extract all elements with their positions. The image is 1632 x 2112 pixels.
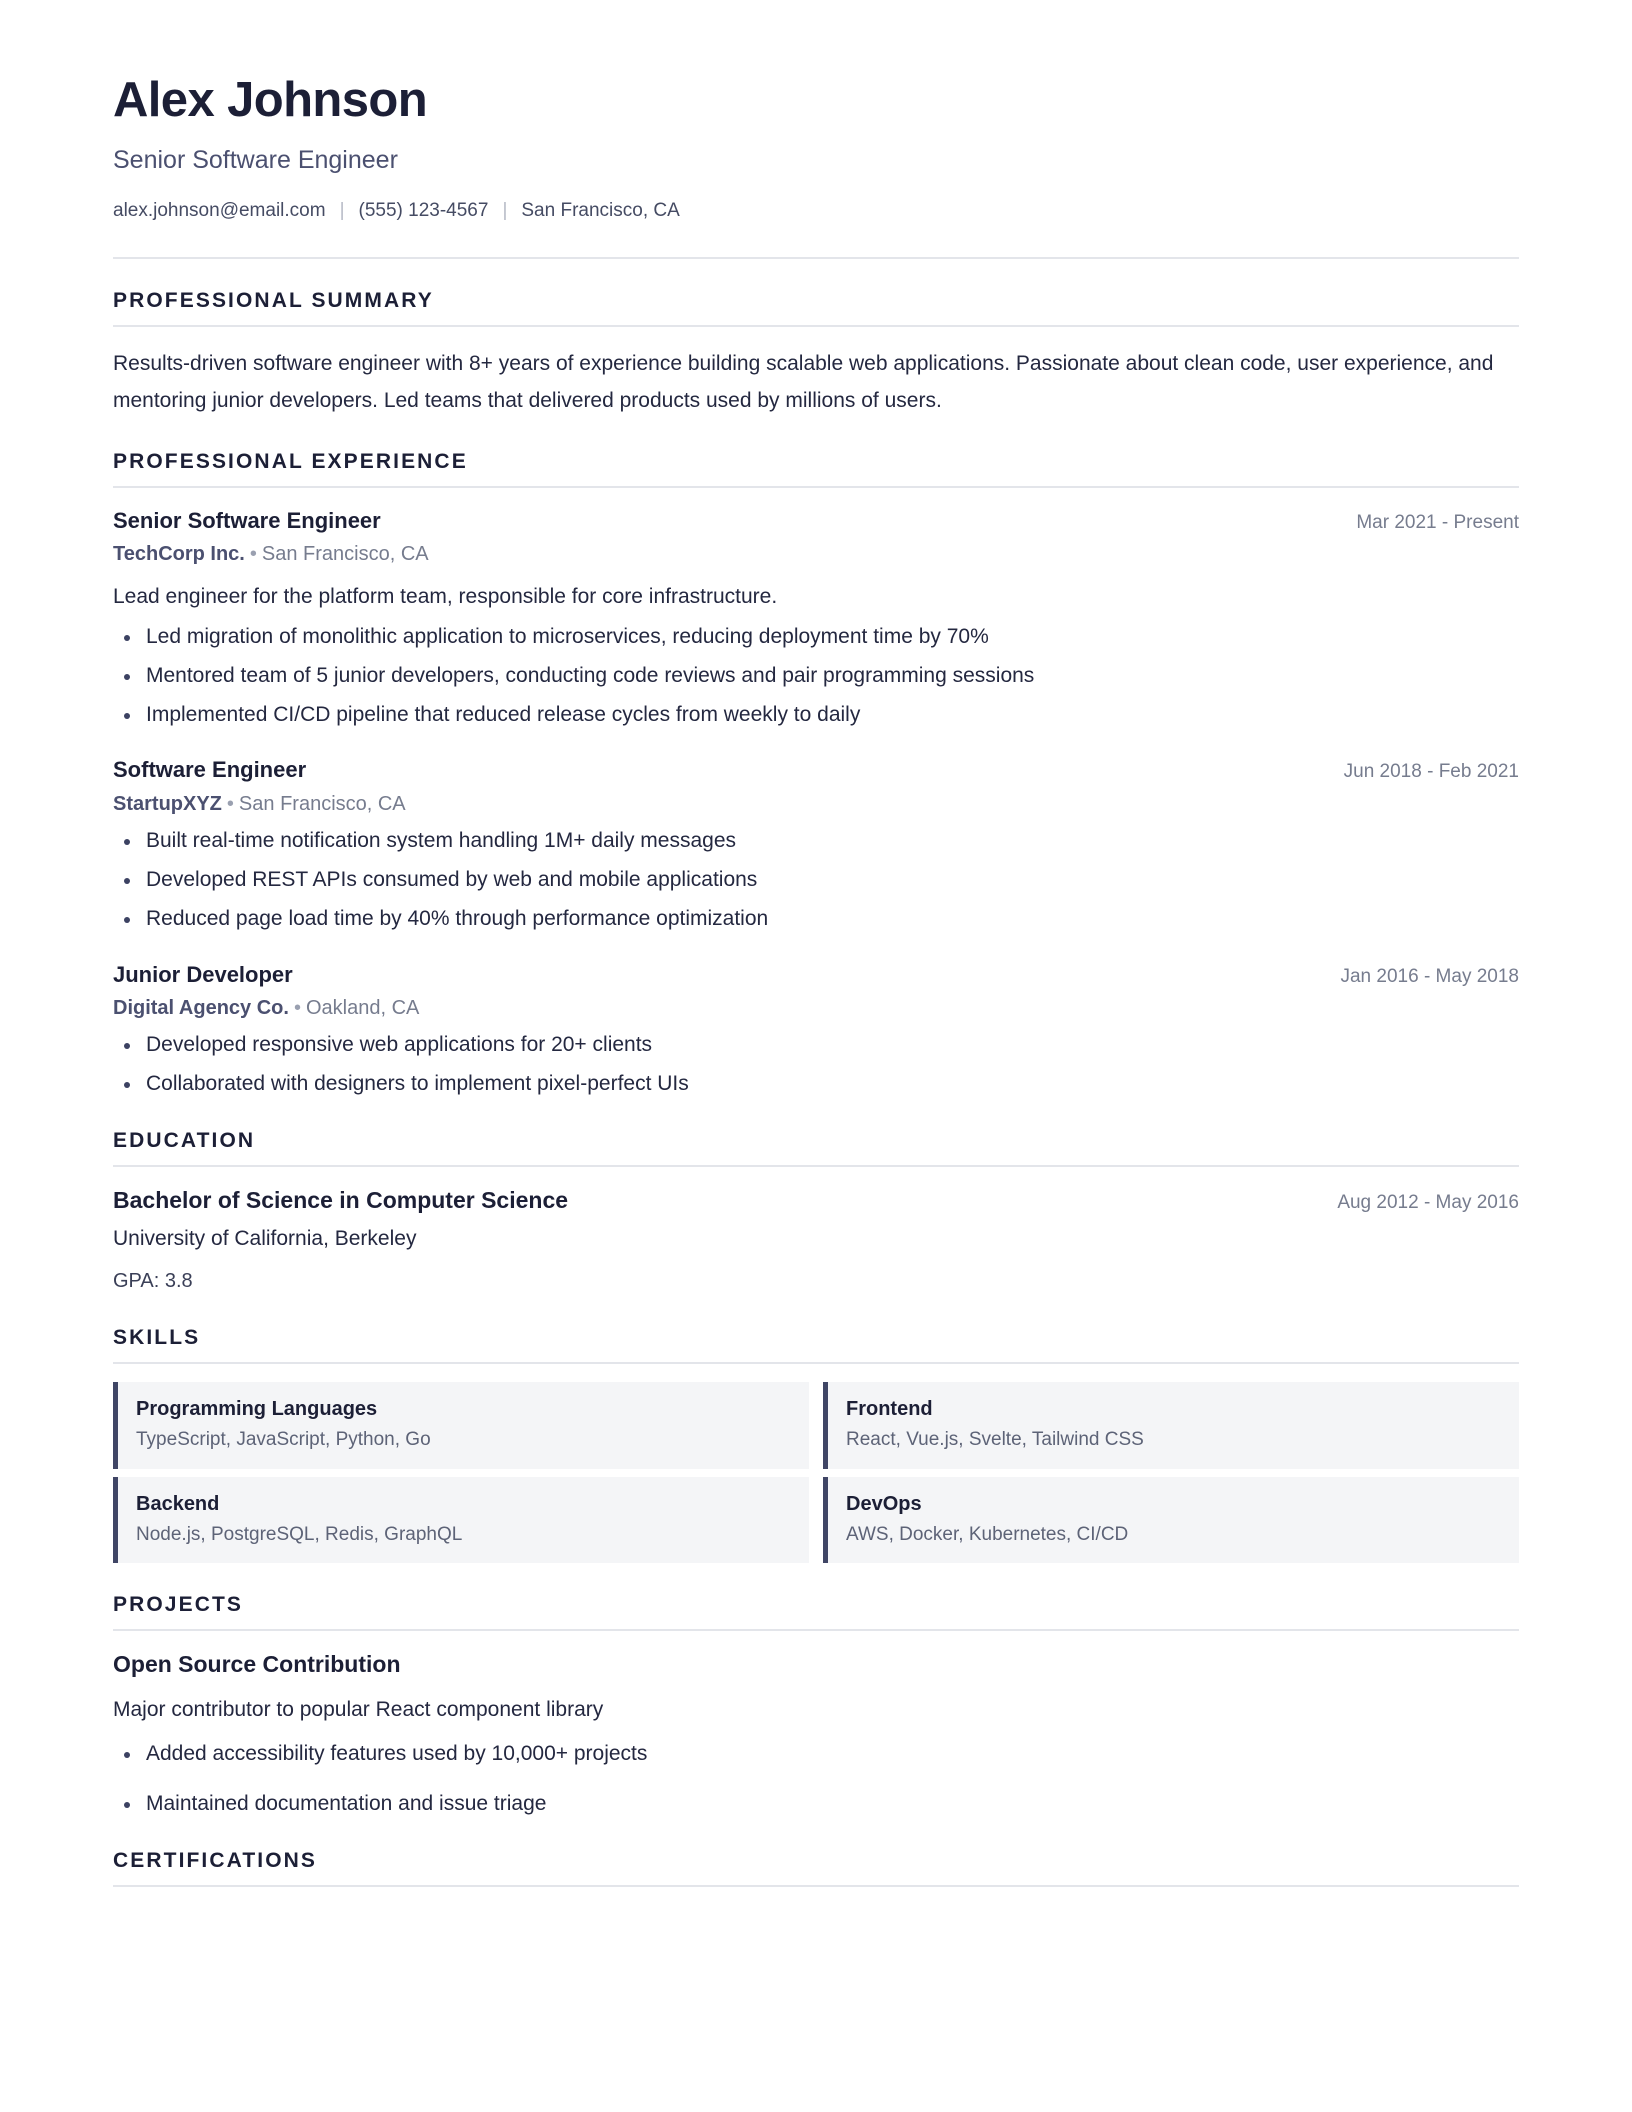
education-entry [113,1185,1519,1297]
section-title-certifications: CERTIFICATIONS [113,1849,1519,1887]
job-bullet: Reduced page load time by 40% through performance optimization [113,904,1519,934]
job-dates: Mar 2021 - Present [1356,511,1519,533]
section-title-education: EDUCATION [113,1129,1519,1167]
job-dates: Jan 2016 - May 2018 [1340,965,1519,987]
job-location: Oakland, CA [305,997,420,1020]
job-bullet: Led migration of monolithic application to microservices, reducing deployment time by 70% [113,622,1519,652]
skill-items: AWS, Docker, Kubernetes, CI/CD [846,1523,1129,1545]
contact-phone[interactable]: (555) 123-4567 [358,200,489,222]
experience-entry-header [113,755,1519,785]
job-title: Senior Software Engineer [113,507,381,533]
project-entry [113,1649,1519,1818]
education-gpa: GPA: 3.8 [113,1270,193,1293]
bullet-dot-icon: • [226,793,234,816]
section-skills [113,1326,1519,1563]
skill-category: Programming Languages [136,1398,378,1421]
experience-entry [113,755,1519,933]
job-title: Software Engineer [113,757,307,783]
contact-location: San Francisco, CA [521,200,680,222]
job-bullet: Implemented CI/CD pipeline that reduced release cycles from weekly to daily [113,700,1519,730]
job-meta [113,789,1519,820]
contact-separator-icon: | [502,200,508,222]
section-title-experience: PROFESSIONAL EXPERIENCE [113,450,1519,488]
resume-header [113,72,1519,225]
job-company: Digital Agency Co. [113,997,289,1020]
job-bullet-list [113,826,1519,933]
job-title: Junior Developer [113,961,293,987]
skills-grid [113,1382,1519,1563]
contact-email[interactable]: alex.johnson@email.com [113,200,326,222]
section-title-summary: PROFESSIONAL SUMMARY [113,257,1519,327]
contact-separator-icon: | [339,200,345,222]
contact-info [113,198,1519,225]
education-degree: Bachelor of Science in Computer Science [113,1186,569,1213]
skill-category: DevOps [846,1492,922,1515]
section-professional-summary [113,257,1519,420]
bullet-dot-icon: • [293,997,301,1020]
experience-entry-header [113,960,1519,990]
project-bullet: Maintained documentation and issue triage [113,1789,1519,1819]
skill-card [823,1382,1519,1469]
job-description: Lead engineer for the platform team, responsible for core infrastructure. [113,585,778,609]
section-certifications [113,1849,1519,1887]
project-bullet: Added accessibility features used by 10,000+ projects [113,1739,1519,1769]
skill-card [113,1382,809,1469]
job-meta [113,539,1519,570]
section-projects [113,1593,1519,1818]
education-school: University of California, Berkeley [113,1226,417,1250]
candidate-name: Alex Johnson [113,73,428,127]
experience-entry [113,960,1519,1099]
experience-entry [113,506,1519,730]
skill-card [823,1477,1519,1564]
job-bullet-list [113,1030,1519,1099]
project-description: Major contributor to popular React component library [113,1697,604,1721]
section-professional-experience [113,450,1519,1099]
education-entry-header [113,1185,1519,1216]
skill-items: TypeScript, JavaScript, Python, Go [136,1429,431,1451]
project-bullet-list [113,1739,1519,1819]
job-location: San Francisco, CA [238,793,406,816]
job-meta [113,993,1519,1024]
skill-items: Node.js, PostgreSQL, Redis, GraphQL [136,1523,463,1545]
section-title-skills: SKILLS [113,1326,1519,1364]
job-bullet-list [113,622,1519,729]
skill-category: Backend [136,1492,220,1515]
summary-text: Results-driven software engineer with 8+ years of experience building scalable web applications. Passionate about clean code, user experience, and mentoring junior developers. Led teams that delivered products used by millions of users. [113,351,1494,413]
skill-items: React, Vue.js, Svelte, Tailwind CSS [846,1429,1144,1451]
section-education [113,1129,1519,1297]
education-dates: Aug 2012 - May 2016 [1337,1191,1519,1213]
candidate-headline: Senior Software Engineer [113,145,398,174]
job-company: StartupXYZ [113,793,222,816]
job-company: TechCorp Inc. [113,543,245,566]
job-bullet: Collaborated with designers to implement pixel-perfect UIs [113,1069,1519,1099]
job-location: San Francisco, CA [261,543,429,566]
bullet-dot-icon: • [249,543,257,566]
project-title: Open Source Contribution [113,1651,401,1678]
job-bullet: Developed REST APIs consumed by web and mobile applications [113,865,1519,895]
job-bullet: Developed responsive web applications for 20+ clients [113,1030,1519,1060]
skill-card [113,1477,809,1564]
skill-category: Frontend [846,1398,933,1421]
job-bullet: Mentored team of 5 junior developers, conducting code reviews and pair programming sessions [113,661,1519,691]
section-title-projects: PROJECTS [113,1593,1519,1631]
job-dates: Jun 2018 - Feb 2021 [1343,761,1519,783]
job-bullet: Built real-time notification system handling 1M+ daily messages [113,826,1519,856]
experience-entry-header [113,506,1519,536]
